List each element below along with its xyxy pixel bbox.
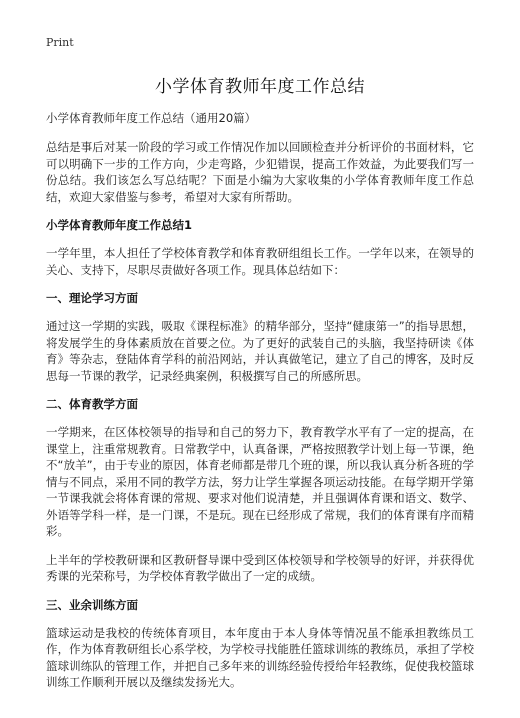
section-heading: 小学体育教师年度工作总结1 [46, 218, 193, 232]
paragraph-pe-teaching: 一学期来，在区体校领导的指导和自己的努力下，教育教学水平有了一定的提高，在课堂上，注重常规教育。日常教学中，认真备课，严格按照教学计划上每一节课，绝不“放羊”，由于专业的原因，体育老师都是带几个班的课，所以我认真分析各班的学情与不同点，采用不同的教学方法，努力让学生掌握各项运动技能。在每学期开学第一节课我就会将体育课的常规、要求对他们说清楚，并且强调体育课和语文、数学、外语等学科一样，是一门课，不是玩。现在已经形成了常规，我们的体育课有序而精彩。 [46, 425, 474, 538]
paragraph-teaching-awards: 上半年的学校教研课和区教研督导课中受到区体校领导和学校领导的好评，并获得优秀课的光荣称号，为学校体育教学做出了一定的成绩。 [46, 552, 474, 583]
heading-pe-teaching: 二、体育教学方面 [46, 397, 138, 411]
heading-theory-study: 一、理论学习方面 [46, 291, 138, 305]
opening-paragraph: 一学年里，本人担任了学校体育教学和体育教研组组长工作。一学年以来，在领导的关心、支持下，尽职尽责做好各项工作。现具体总结如下： [46, 246, 474, 277]
intro-paragraph: 总结是事后对某一阶段的学习或工作情况作加以回顾检查并分析评价的书面材料，它可以明确下一步的工作方向，少走弯路，少犯错误，提高工作效益，为此要我们写一份总结。我们该怎么写总结呢？下面是小编为大家收集的小学体育教师年度工作总结，欢迎大家借鉴与参考，希望对大家有所帮助。 [46, 140, 474, 204]
page-title: 小学体育教师年度工作总结 [155, 77, 365, 97]
paragraph-amateur-training: 篮球运动是我校的传统体育项目，本年度由于本人身体等情况虽不能承担教练员工作，作为体育教研组长心系学校，为学校寻找能胜任篮球训练的教练员，承担了学校篮球训练队的管理工作，并把自己多年来的训练经验传授给年轻教练，促使我校篮球训练工作顺利开展以及继续发扬光大。 [46, 625, 474, 689]
paragraph-theory-study: 通过这一学期的实践，吸取《课程标准》的精华部分，坚持“健康第一”的指导思想，将发展学生的身体素质放在首要之位。为了更好的武装自己的头脑，我坚持研读《体育》等杂志，登陆体育学科的前沿网站，并认真做笔记，建立了自己的博客，及时反思每一节课的教学，记录经典案例，积极撰写自己的所感所思。 [46, 319, 474, 383]
document-subtitle: 小学体育教师年度工作总结（通用20篇） [46, 111, 257, 125]
print-link[interactable]: Print [46, 36, 74, 49]
heading-amateur-training: 三、业余训练方面 [46, 597, 138, 612]
